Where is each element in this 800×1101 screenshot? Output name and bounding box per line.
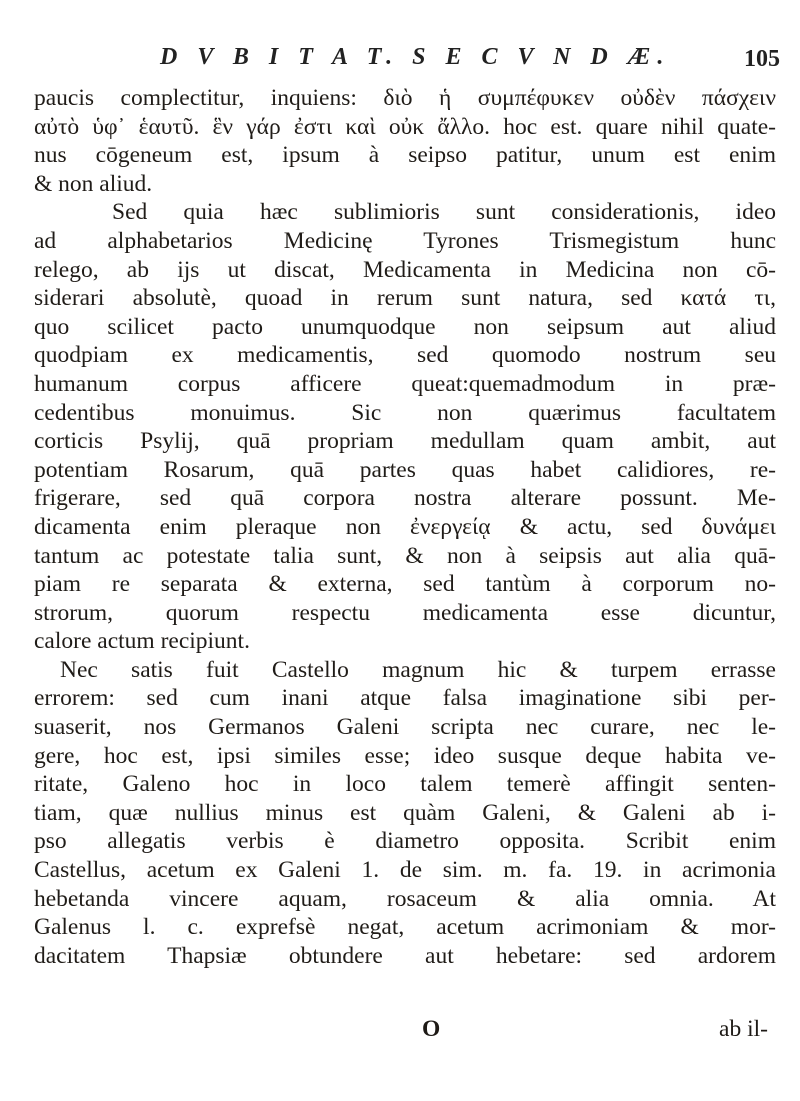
text-line: strorum, quorum respectu medicamenta esse dicuntur, — [34, 599, 776, 626]
text-line: calore actum recipiunt. — [34, 628, 250, 655]
text-line: ad alphabetarios Medicinę Tyrones Trismegistum hunc — [34, 227, 776, 254]
page-footer — [34, 1016, 776, 1046]
text-line: siderari absolutè, quoad in rerum sunt natura, sed κατά τι, — [34, 285, 776, 312]
text-line: dicamenta enim pleraque non ἐνεργείᾳ & actu, sed δυνάμει — [34, 513, 776, 540]
text-line: & non aliud. — [34, 170, 153, 197]
text-line: relego, ab ijs ut discat, Medicamenta in Medicina non cō- — [34, 256, 776, 283]
text-line: corticis Psylij, quā propriam medullam quam ambit, aut — [34, 428, 776, 455]
running-head-title: D V B I T A T. S E C V N D Æ. — [160, 44, 671, 70]
text-line: piam re separata & externa, sed tantùm à corporum no- — [34, 571, 776, 598]
text-line: potentiam Rosarum, quā partes quas habet calidiores, re- — [34, 456, 776, 483]
text-line: Castellus, acetum ex Galeni 1. de sim. m. fa. 19. in acrimonia — [34, 857, 776, 884]
text-line: gere, hoc est, ipsi similes esse; ideo susque deque habita ve- — [34, 742, 776, 769]
catchword: ab il- — [719, 1016, 768, 1042]
text-line: pso allegatis verbis è diametro opposita. Scribit enim — [34, 828, 776, 855]
body-text — [34, 84, 776, 970]
text-line: suaserit, nos Germanos Galeni scripta nec curare, nec le- — [34, 714, 776, 741]
text-line: errorem: sed cum inani atque falsa imaginatione sibi per- — [34, 685, 776, 712]
text-line: Galenus l. c. exprefsè negat, acetum acrimoniam & mor- — [34, 914, 776, 941]
signature-mark: O — [422, 1016, 441, 1042]
text-line: Sed quia hæc sublimioris sunt considerationis, ideo — [112, 199, 776, 226]
text-line: αὐτὸ ὑφ᾽ ἑαυτῦ. ἓν γάρ ἐστι καὶ οὐκ ἄλλο. hoc est. quare nihil quate- — [34, 113, 776, 140]
text-line: tantum ac potestate talia sunt, & non à seipsis aut alia quā- — [34, 542, 776, 569]
text-line: paucis complectitur, inquiens: διὸ ἡ συμπέφυκεν οὐδὲν πάσχειν — [34, 85, 776, 111]
text-line: ritate, Galeno hoc in loco talem temerè affingit senten- — [34, 771, 776, 798]
text-line: humanum corpus afficere queat:quemadmodum in præ- — [34, 370, 776, 397]
text-line: frigerare, sed quā corpora nostra alterare possunt. Me- — [34, 485, 776, 512]
text-line: Nec satis fuit Castello magnum hic & turpem errasse — [60, 656, 776, 683]
page-number: 105 — [744, 46, 780, 72]
text-line: dacitatem Thapsiæ obtundere aut hebetare: sed ardorem — [34, 942, 776, 969]
text-line: hebetanda vincere aquam, rosaceum & alia omnia. At — [34, 885, 776, 912]
running-head — [160, 44, 780, 84]
text-line: quodpiam ex medicamentis, sed quomodo nostrum seu — [34, 342, 776, 369]
text-line: tiam, quæ nullius minus est quàm Galeni, & Galeni ab i- — [34, 799, 776, 826]
text-line: quo scilicet pacto unumquodque non seipsum aut aliud — [34, 313, 776, 340]
text-line: cedentibus monuimus. Sic non quærimus facultatem — [34, 399, 776, 426]
text-line: nus cōgeneum est, ipsum à seipso patitur, unum est enim — [34, 142, 776, 169]
